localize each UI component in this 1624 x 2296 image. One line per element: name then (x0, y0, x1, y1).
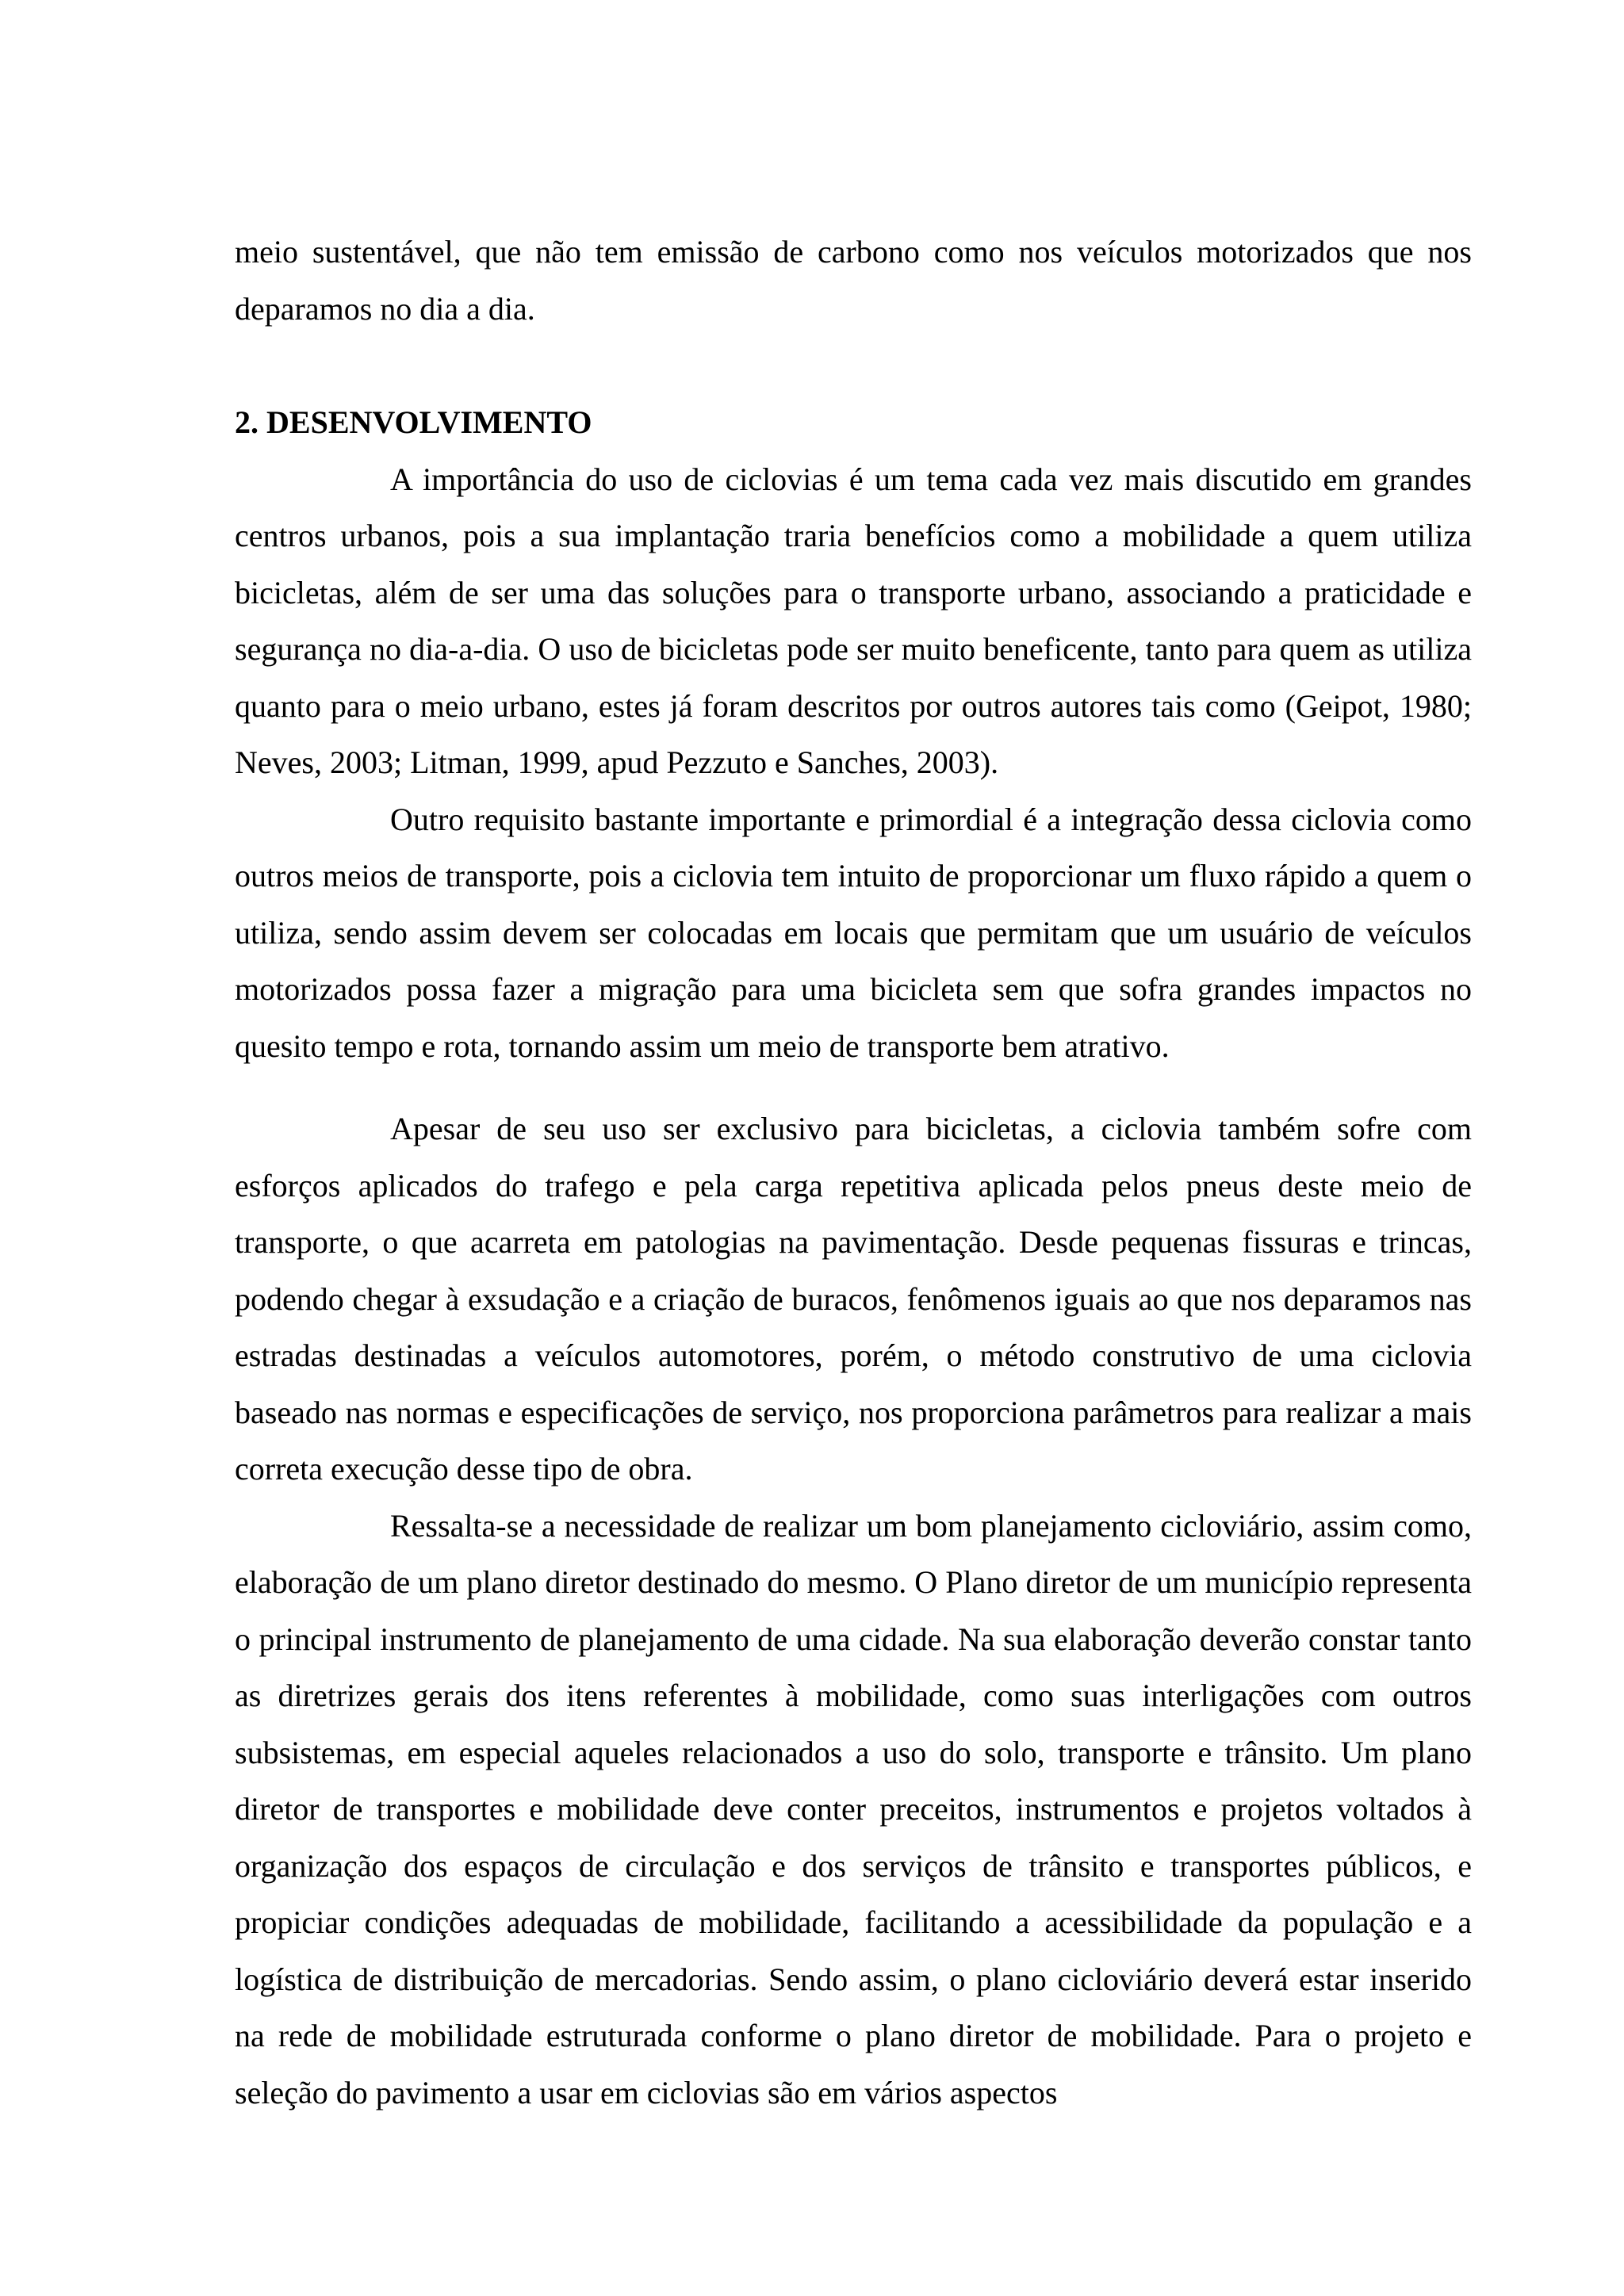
body-paragraph-3: Apesar de seu uso ser exclusivo para bicicletas, a ciclovia também sofre com esforços aplicados do trafego e pela carga repetitiva aplicada pelos pneus deste meio de transporte, o que acarreta em patologias na pavimentação. Desde pequenas fissuras e trincas, podendo chegar à exsudação e a criação de buracos, fenômenos iguais ao que nos deparamos nas estradas destinadas a veículos automotores, porém, o método construtivo de uma ciclovia baseado nas normas e especificações de serviço, nos proporciona parâmetros para realizar a mais correta execução desse tipo de obra. (235, 1111, 1472, 1487)
body-paragraph-1: A importância do uso de ciclovias é um tema cada vez mais discutido em grandes centros urbanos, pois a sua implantação traria benefícios como a mobilidade a quem utiliza bicicletas, além de ser uma das soluções para o transporte urbano, associando a praticidade e segurança no dia-a-dia. O uso de bicicletas pode ser muito beneficente, tanto para quem as utiliza quanto para o meio urbano, estes já foram descritos por outros autores tais como (Geipot, 1980; Neves, 2003; Litman, 1999, apud Pezzuto e Sanches, 2003). (235, 461, 1472, 780)
continued-section (235, 1100, 1472, 2121)
body-paragraph-2: Outro requisito bastante importante e primordial é a integração dessa ciclovia como outros meios de transporte, pois a ciclovia tem intuito de proporcionar um fluxo rápido a quem o utiliza, sendo assim devem ser colocadas em locais que permitam que um usuário de veículos motorizados possa fazer a migração para uma bicicleta sem que sofra grandes impactos no quesito tempo e rota, tornando assim um meio de transporte bem atrativo. (235, 801, 1472, 1064)
intro-block (235, 224, 1472, 337)
intro-paragraph: meio sustentável, que não tem emissão de carbono como nos veículos motorizados que nos deparamos no dia a dia. (235, 234, 1472, 327)
body-paragraph-4: Ressalta-se a necessidade de realizar um bom planejamento cicloviário, assim como, elaboração de um plano diretor destinado do mesmo. O Plano diretor de um município representa o principal instrumento de planejamento de uma cidade. Na sua elaboração deverão constar tanto as diretrizes gerais dos itens referentes à mobilidade, como suas interligações com outros subsistemas, em especial aqueles relacionados a uso do solo, transporte e trânsito. Um plano diretor de transportes e mobilidade deve conter preceitos, instrumentos e projetos voltados à organização dos espaços de circulação e dos serviços de trânsito e transportes públicos, e propiciar condições adequadas de mobilidade, facilitando a acessibilidade da população e a logística de distribuição de mercadorias. Sendo assim, o plano cicloviário deverá estar inserido na rede de mobilidade estruturada conforme o plano diretor de mobilidade. Para o projeto e seleção do pavimento a usar em ciclovias são em vários aspectos (235, 1507, 1472, 2110)
section-heading: 2. DESENVOLVIMENTO (235, 404, 592, 440)
development-section (235, 394, 1472, 1074)
